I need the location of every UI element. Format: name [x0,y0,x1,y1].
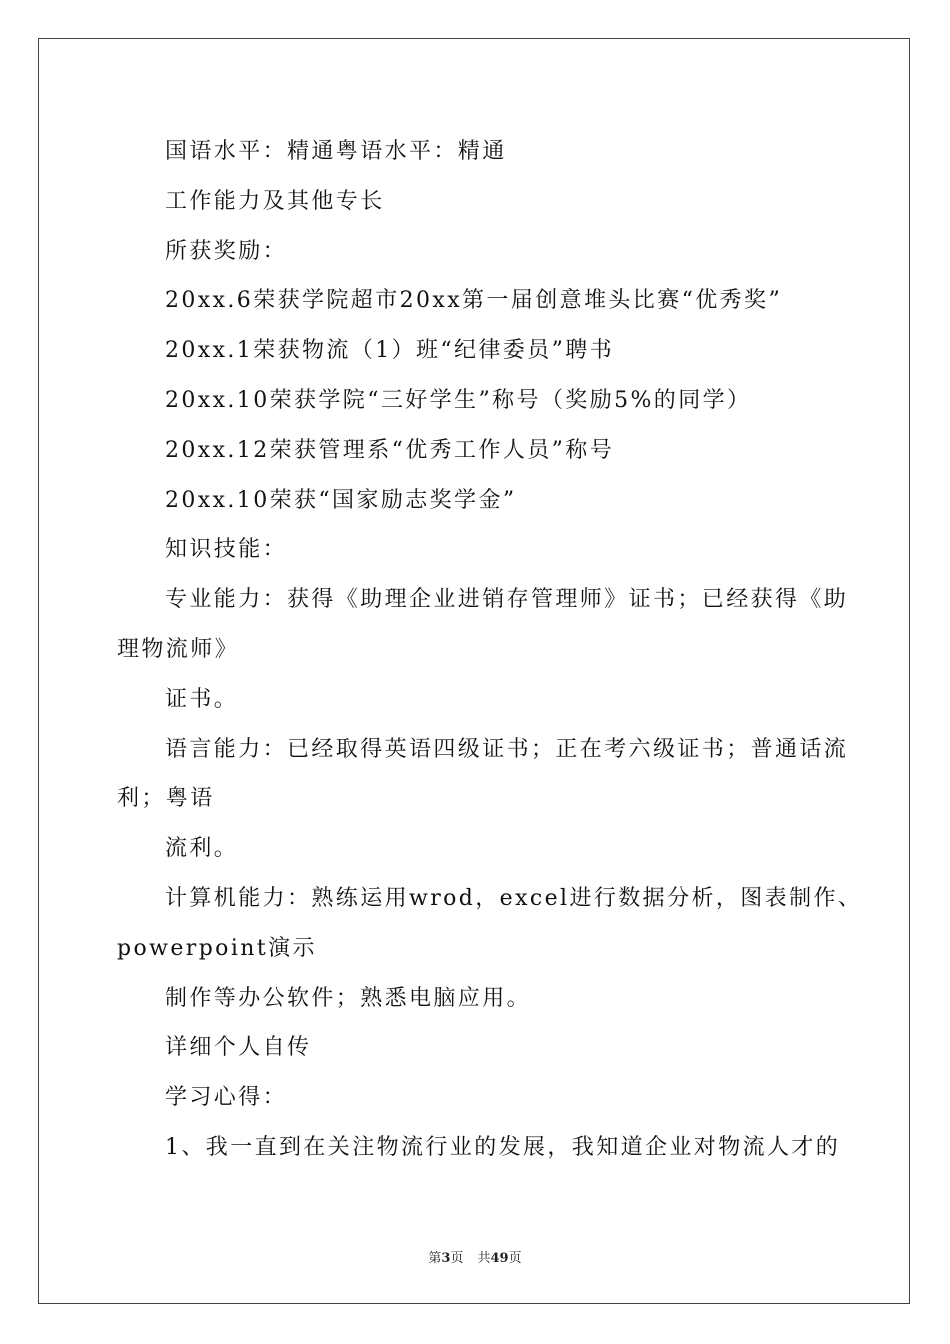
total-prefix: 共 [477,1251,491,1266]
paragraph: 语言能力：已经取得英语四级证书；正在考六级证书；普通话流 [165,736,849,762]
paragraph: 工作能力及其他专长 [165,188,385,214]
total-pages: 49 [490,1251,509,1266]
total-suffix: 页 [508,1251,522,1266]
paragraph: 20xx.10荣获学院“三好学生”称号（奖励5%的同学） [165,387,752,413]
paragraph: 证书。 [165,686,239,712]
page-number: 3 [441,1251,451,1266]
paragraph-continuation: 理物流师》 [117,636,240,662]
paragraph: 所获奖励： [165,238,288,264]
paragraph: 20xx.12荣获管理系“优秀工作人员”称号 [165,437,615,463]
paragraph: 20xx.6荣获学院超市20xx第一届创意堆头比赛“优秀奖” [165,288,783,314]
paragraph: 计算机能力：熟练运用wrod，excel进行数据分析，图表制作、 [165,885,863,911]
page-suffix: 页 [450,1251,464,1266]
document-body [117,127,863,1173]
paragraph: 流利。 [165,836,239,862]
paragraph: 国语水平：精通粤语水平：精通 [165,139,507,164]
paragraph: 制作等办公软件；熟悉电脑应用。 [165,985,532,1011]
paragraph: 详细个人自传 [165,1035,312,1061]
paragraph: 20xx.1荣获物流（1）班“纪律委员”聘书 [165,338,615,364]
page-prefix: 第 [428,1251,442,1266]
paragraph: 1、我一直到在关注物流行业的发展，我知道企业对物流人才的 [165,1134,841,1160]
paragraph: 知识技能： [165,537,288,563]
paragraph: 学习心得： [165,1085,288,1111]
page-footer [0,1247,950,1266]
paragraph: 专业能力：获得《助理企业进销存管理师》证书；已经获得《助 [165,587,849,613]
paragraph-continuation: 利；粤语 [117,786,215,812]
paragraph: 20xx.10荣获“国家励志奖学金” [165,487,517,513]
paragraph-continuation: powerpoint演示 [117,935,317,961]
